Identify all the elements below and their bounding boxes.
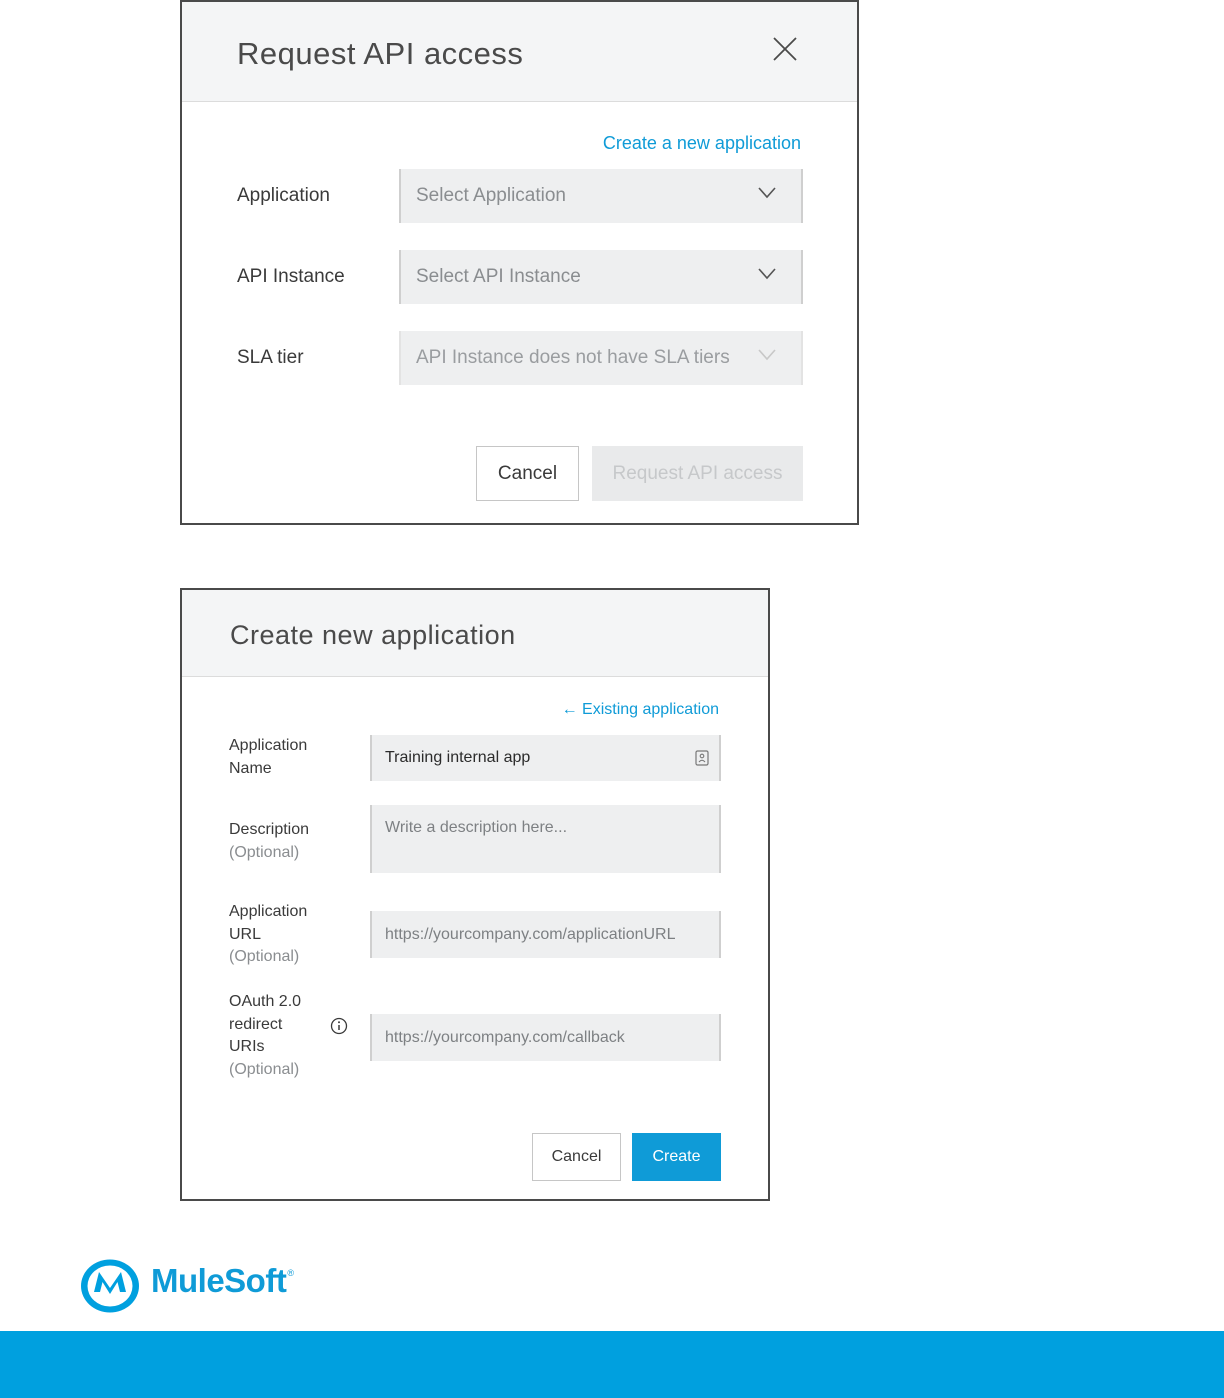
application-url-label	[229, 901, 307, 969]
optional-hint: (Optional)	[229, 1060, 300, 1078]
chevron-down-icon	[757, 348, 777, 362]
application-select-value: Select Application	[416, 185, 566, 206]
cancel-button[interactable]: Cancel	[532, 1133, 621, 1181]
brand-name: MuleSoft	[151, 1262, 287, 1299]
existing-application-link[interactable]	[562, 701, 719, 719]
label-line: URL	[229, 925, 262, 943]
dialog-header	[182, 590, 768, 677]
arrow-left-icon: ←	[561, 701, 578, 718]
request-api-access-button: Request API access	[592, 446, 803, 501]
api-instance-label: API Instance	[237, 266, 345, 287]
chevron-down-icon	[757, 267, 777, 281]
dialog-header	[182, 2, 857, 102]
api-instance-select-value: Select API Instance	[416, 266, 581, 287]
label-line: OAuth 2.0	[229, 993, 302, 1010]
label-line: Name	[229, 759, 272, 777]
label-line: Application	[229, 903, 308, 920]
application-name-value: Training internal app	[385, 749, 531, 766]
create-button[interactable]: Create	[632, 1133, 721, 1181]
application-name-input[interactable]	[370, 735, 721, 781]
application-url-input[interactable]: https://yourcompany.com/applicationURL	[370, 911, 721, 958]
application-label: Application	[237, 185, 330, 206]
cancel-button[interactable]: Cancel	[476, 446, 579, 501]
footer-bar	[0, 1331, 1224, 1398]
sla-tier-select-value: API Instance does not have SLA tiers	[416, 347, 730, 368]
label-line: redirect	[229, 1015, 283, 1033]
request-api-access-dialog	[180, 0, 859, 525]
existing-application-label: Existing application	[582, 701, 719, 718]
label-line: Description	[229, 821, 310, 838]
close-icon[interactable]	[772, 36, 798, 62]
oauth-redirect-uris-label	[229, 991, 301, 1081]
sla-tier-select	[399, 331, 803, 385]
oauth-redirect-uris-input[interactable]: https://yourcompany.com/callback	[370, 1014, 721, 1061]
trademark-symbol: ®	[287, 1268, 294, 1278]
sla-tier-label: SLA tier	[237, 347, 304, 368]
api-instance-select[interactable]	[399, 250, 803, 304]
application-name-label	[229, 735, 307, 780]
info-icon[interactable]	[330, 1017, 348, 1035]
mulesoft-logo-icon	[79, 1258, 141, 1314]
application-select[interactable]	[399, 169, 803, 223]
dialog-title: Request API access	[237, 36, 524, 71]
label-line: Application	[229, 737, 308, 754]
brand-wordmark	[151, 1262, 293, 1300]
dialog-title: Create new application	[230, 620, 516, 650]
label-line: URIs	[229, 1038, 265, 1055]
chevron-down-icon	[757, 186, 777, 200]
description-textarea[interactable]: Write a description here...	[370, 805, 721, 873]
create-new-application-link[interactable]: Create a new application	[602, 133, 801, 153]
optional-hint: (Optional)	[229, 948, 300, 965]
description-label	[229, 819, 309, 864]
create-new-application-dialog	[180, 588, 770, 1201]
contact-card-icon[interactable]	[695, 750, 709, 766]
optional-hint: (Optional)	[229, 843, 300, 861]
